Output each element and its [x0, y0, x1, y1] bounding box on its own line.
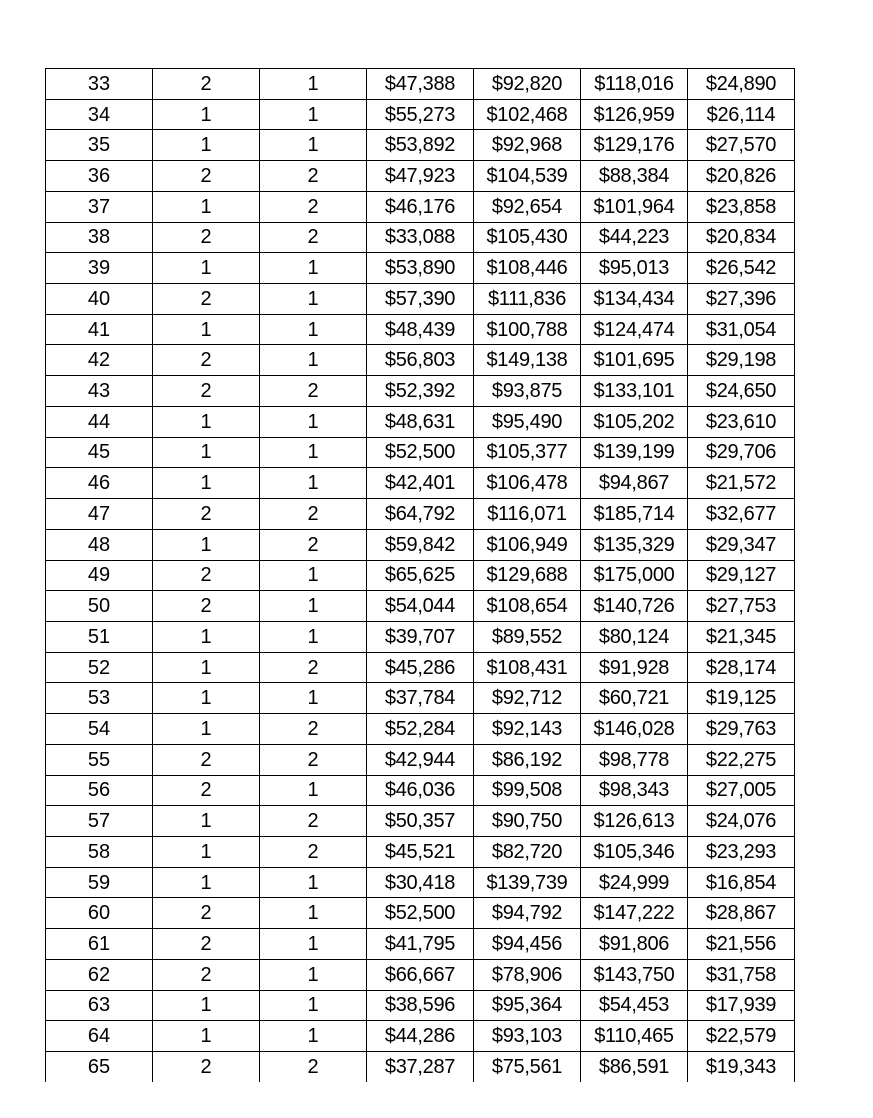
col6-cell: $24,999 [581, 867, 688, 898]
col4-cell: $59,842 [367, 529, 474, 560]
col6-cell: $88,384 [581, 161, 688, 192]
col7-cell: $21,556 [688, 929, 795, 960]
row-id-cell: 41 [46, 314, 153, 345]
col7-cell: $19,125 [688, 683, 795, 714]
col7-cell: $27,396 [688, 284, 795, 315]
col4-cell: $52,500 [367, 898, 474, 929]
col3-cell: 1 [260, 314, 367, 345]
col6-cell: $60,721 [581, 683, 688, 714]
row-id-cell: 33 [46, 69, 153, 100]
col2-cell: 2 [153, 744, 260, 775]
col6-cell: $175,000 [581, 560, 688, 591]
col4-cell: $54,044 [367, 591, 474, 622]
table-row [46, 990, 795, 1021]
col3-cell: 1 [260, 437, 367, 468]
col2-cell: 1 [153, 990, 260, 1021]
table-row [46, 499, 795, 530]
col2-cell: 2 [153, 69, 260, 100]
table-row [46, 161, 795, 192]
row-id-cell: 48 [46, 529, 153, 560]
col5-cell: $129,688 [474, 560, 581, 591]
col7-cell: $24,890 [688, 69, 795, 100]
col7-cell: $21,345 [688, 621, 795, 652]
col3-cell: 1 [260, 621, 367, 652]
col5-cell: $102,468 [474, 99, 581, 130]
col5-cell: $108,431 [474, 652, 581, 683]
col4-cell: $42,944 [367, 744, 474, 775]
col4-cell: $47,923 [367, 161, 474, 192]
col2-cell: 2 [153, 560, 260, 591]
col2-cell: 1 [153, 99, 260, 130]
col6-cell: $133,101 [581, 376, 688, 407]
col7-cell: $22,275 [688, 744, 795, 775]
row-id-cell: 44 [46, 406, 153, 437]
col3-cell: 1 [260, 69, 367, 100]
table-row [46, 99, 795, 130]
col3-cell: 2 [260, 714, 367, 745]
col2-cell: 2 [153, 222, 260, 253]
col2-cell: 2 [153, 161, 260, 192]
col6-cell: $146,028 [581, 714, 688, 745]
col4-cell: $50,357 [367, 806, 474, 837]
col3-cell: 2 [260, 376, 367, 407]
col3-cell: 1 [260, 468, 367, 499]
table-row [46, 1021, 795, 1052]
col6-cell: $110,465 [581, 1021, 688, 1052]
col5-cell: $92,712 [474, 683, 581, 714]
col5-cell: $94,792 [474, 898, 581, 929]
col2-cell: 2 [153, 775, 260, 806]
table-row [46, 69, 795, 100]
row-id-cell: 64 [46, 1021, 153, 1052]
row-id-cell: 39 [46, 253, 153, 284]
row-id-cell: 56 [46, 775, 153, 806]
col2-cell: 1 [153, 468, 260, 499]
col3-cell: 1 [260, 99, 367, 130]
col5-cell: $93,103 [474, 1021, 581, 1052]
data-table [45, 68, 795, 1082]
col6-cell: $147,222 [581, 898, 688, 929]
col6-cell: $101,964 [581, 191, 688, 222]
col5-cell: $104,539 [474, 161, 581, 192]
table-row [46, 652, 795, 683]
table-row [46, 314, 795, 345]
row-id-cell: 54 [46, 714, 153, 745]
col7-cell: $23,610 [688, 406, 795, 437]
col7-cell: $23,293 [688, 836, 795, 867]
col7-cell: $21,572 [688, 468, 795, 499]
col3-cell: 1 [260, 898, 367, 929]
col3-cell: 1 [260, 775, 367, 806]
col6-cell: $134,434 [581, 284, 688, 315]
col7-cell: $17,939 [688, 990, 795, 1021]
col4-cell: $53,892 [367, 130, 474, 161]
col7-cell: $28,174 [688, 652, 795, 683]
col2-cell: 1 [153, 867, 260, 898]
col4-cell: $56,803 [367, 345, 474, 376]
col6-cell: $118,016 [581, 69, 688, 100]
col4-cell: $48,439 [367, 314, 474, 345]
col6-cell: $95,013 [581, 253, 688, 284]
col7-cell: $22,579 [688, 1021, 795, 1052]
row-id-cell: 59 [46, 867, 153, 898]
col3-cell: 1 [260, 345, 367, 376]
col5-cell: $105,430 [474, 222, 581, 253]
col6-cell: $44,223 [581, 222, 688, 253]
col3-cell: 1 [260, 560, 367, 591]
col7-cell: $16,854 [688, 867, 795, 898]
table-row [46, 621, 795, 652]
col2-cell: 1 [153, 191, 260, 222]
col6-cell: $140,726 [581, 591, 688, 622]
col2-cell: 2 [153, 591, 260, 622]
table-row [46, 437, 795, 468]
table-row [46, 683, 795, 714]
col2-cell: 2 [153, 376, 260, 407]
col3-cell: 1 [260, 591, 367, 622]
col4-cell: $39,707 [367, 621, 474, 652]
col5-cell: $111,836 [474, 284, 581, 315]
col4-cell: $46,176 [367, 191, 474, 222]
col4-cell: $38,596 [367, 990, 474, 1021]
table-row [46, 130, 795, 161]
col4-cell: $41,795 [367, 929, 474, 960]
row-id-cell: 62 [46, 959, 153, 990]
table-row [46, 714, 795, 745]
col7-cell: $27,753 [688, 591, 795, 622]
row-id-cell: 55 [46, 744, 153, 775]
col3-cell: 1 [260, 1021, 367, 1052]
table-row [46, 191, 795, 222]
col6-cell: $91,928 [581, 652, 688, 683]
col4-cell: $45,286 [367, 652, 474, 683]
col2-cell: 2 [153, 929, 260, 960]
col4-cell: $52,500 [367, 437, 474, 468]
col5-cell: $78,906 [474, 959, 581, 990]
col4-cell: $65,625 [367, 560, 474, 591]
col3-cell: 2 [260, 161, 367, 192]
col6-cell: $139,199 [581, 437, 688, 468]
col2-cell: 2 [153, 898, 260, 929]
col5-cell: $90,750 [474, 806, 581, 837]
col4-cell: $55,273 [367, 99, 474, 130]
col2-cell: 2 [153, 345, 260, 376]
col6-cell: $124,474 [581, 314, 688, 345]
col4-cell: $66,667 [367, 959, 474, 990]
col6-cell: $91,806 [581, 929, 688, 960]
table-row [46, 898, 795, 929]
col5-cell: $86,192 [474, 744, 581, 775]
table-row [46, 222, 795, 253]
col7-cell: $29,763 [688, 714, 795, 745]
row-id-cell: 34 [46, 99, 153, 130]
col5-cell: $89,552 [474, 621, 581, 652]
col7-cell: $27,005 [688, 775, 795, 806]
table-row [46, 806, 795, 837]
col7-cell: $28,867 [688, 898, 795, 929]
col7-cell: $29,198 [688, 345, 795, 376]
col4-cell: $44,286 [367, 1021, 474, 1052]
col2-cell: 1 [153, 1021, 260, 1052]
row-id-cell: 58 [46, 836, 153, 867]
row-id-cell: 57 [46, 806, 153, 837]
col5-cell: $100,788 [474, 314, 581, 345]
col5-cell: $99,508 [474, 775, 581, 806]
col6-cell: $86,591 [581, 1052, 688, 1082]
row-id-cell: 47 [46, 499, 153, 530]
col7-cell: $20,826 [688, 161, 795, 192]
col2-cell: 1 [153, 406, 260, 437]
col6-cell: $98,343 [581, 775, 688, 806]
col6-cell: $105,346 [581, 836, 688, 867]
col7-cell: $31,054 [688, 314, 795, 345]
table-row [46, 284, 795, 315]
col3-cell: 1 [260, 990, 367, 1021]
col3-cell: 2 [260, 806, 367, 837]
col5-cell: $149,138 [474, 345, 581, 376]
row-id-cell: 46 [46, 468, 153, 499]
col3-cell: 1 [260, 683, 367, 714]
col5-cell: $116,071 [474, 499, 581, 530]
col5-cell: $92,968 [474, 130, 581, 161]
col4-cell: $45,521 [367, 836, 474, 867]
col5-cell: $139,739 [474, 867, 581, 898]
col2-cell: 1 [153, 253, 260, 284]
col2-cell: 1 [153, 437, 260, 468]
col4-cell: $47,388 [367, 69, 474, 100]
row-id-cell: 42 [46, 345, 153, 376]
col6-cell: $94,867 [581, 468, 688, 499]
col2-cell: 2 [153, 284, 260, 315]
table-row [46, 253, 795, 284]
col7-cell: $31,758 [688, 959, 795, 990]
col4-cell: $37,287 [367, 1052, 474, 1082]
col7-cell: $26,114 [688, 99, 795, 130]
col7-cell: $29,127 [688, 560, 795, 591]
col2-cell: 1 [153, 714, 260, 745]
row-id-cell: 61 [46, 929, 153, 960]
row-id-cell: 40 [46, 284, 153, 315]
col2-cell: 1 [153, 683, 260, 714]
col3-cell: 2 [260, 191, 367, 222]
col6-cell: $129,176 [581, 130, 688, 161]
table-row [46, 468, 795, 499]
row-id-cell: 43 [46, 376, 153, 407]
col7-cell: $19,343 [688, 1052, 795, 1082]
col4-cell: $48,631 [367, 406, 474, 437]
col5-cell: $92,820 [474, 69, 581, 100]
table-row [46, 744, 795, 775]
table-row [46, 376, 795, 407]
col3-cell: 1 [260, 959, 367, 990]
table-row [46, 775, 795, 806]
col2-cell: 1 [153, 652, 260, 683]
col2-cell: 1 [153, 836, 260, 867]
row-id-cell: 50 [46, 591, 153, 622]
col3-cell: 2 [260, 652, 367, 683]
col4-cell: $52,284 [367, 714, 474, 745]
col3-cell: 2 [260, 499, 367, 530]
col3-cell: 1 [260, 867, 367, 898]
table-row [46, 929, 795, 960]
col3-cell: 1 [260, 284, 367, 315]
col6-cell: $54,453 [581, 990, 688, 1021]
row-id-cell: 63 [46, 990, 153, 1021]
col5-cell: $108,446 [474, 253, 581, 284]
row-id-cell: 51 [46, 621, 153, 652]
col3-cell: 1 [260, 253, 367, 284]
col5-cell: $92,143 [474, 714, 581, 745]
col2-cell: 2 [153, 959, 260, 990]
col7-cell: $24,076 [688, 806, 795, 837]
col6-cell: $126,613 [581, 806, 688, 837]
col3-cell: 2 [260, 836, 367, 867]
row-id-cell: 52 [46, 652, 153, 683]
col5-cell: $106,949 [474, 529, 581, 560]
col5-cell: $95,490 [474, 406, 581, 437]
col5-cell: $94,456 [474, 929, 581, 960]
col5-cell: $105,377 [474, 437, 581, 468]
row-id-cell: 35 [46, 130, 153, 161]
col5-cell: $95,364 [474, 990, 581, 1021]
col4-cell: $64,792 [367, 499, 474, 530]
table-row [46, 591, 795, 622]
table-row [46, 560, 795, 591]
table-row [46, 529, 795, 560]
row-id-cell: 45 [46, 437, 153, 468]
col5-cell: $82,720 [474, 836, 581, 867]
col3-cell: 1 [260, 929, 367, 960]
col5-cell: $106,478 [474, 468, 581, 499]
col6-cell: $80,124 [581, 621, 688, 652]
row-id-cell: 37 [46, 191, 153, 222]
table-row [46, 345, 795, 376]
row-id-cell: 36 [46, 161, 153, 192]
col5-cell: $75,561 [474, 1052, 581, 1082]
col3-cell: 2 [260, 222, 367, 253]
col6-cell: $98,778 [581, 744, 688, 775]
table-row [46, 867, 795, 898]
col2-cell: 2 [153, 499, 260, 530]
table-body [46, 69, 795, 1082]
col2-cell: 2 [153, 1052, 260, 1082]
table-row [46, 836, 795, 867]
col3-cell: 2 [260, 529, 367, 560]
col3-cell: 1 [260, 130, 367, 161]
table-row [46, 406, 795, 437]
col7-cell: $27,570 [688, 130, 795, 161]
col2-cell: 1 [153, 130, 260, 161]
col3-cell: 2 [260, 1052, 367, 1082]
col5-cell: $92,654 [474, 191, 581, 222]
col7-cell: $29,347 [688, 529, 795, 560]
table-row [46, 1052, 795, 1082]
col4-cell: $33,088 [367, 222, 474, 253]
col3-cell: 2 [260, 744, 367, 775]
col2-cell: 1 [153, 621, 260, 652]
row-id-cell: 49 [46, 560, 153, 591]
col4-cell: $53,890 [367, 253, 474, 284]
col2-cell: 1 [153, 806, 260, 837]
col7-cell: $32,677 [688, 499, 795, 530]
col4-cell: $42,401 [367, 468, 474, 499]
col5-cell: $108,654 [474, 591, 581, 622]
col6-cell: $185,714 [581, 499, 688, 530]
col7-cell: $29,706 [688, 437, 795, 468]
col4-cell: $30,418 [367, 867, 474, 898]
col2-cell: 1 [153, 529, 260, 560]
col5-cell: $93,875 [474, 376, 581, 407]
col7-cell: $20,834 [688, 222, 795, 253]
col6-cell: $105,202 [581, 406, 688, 437]
col7-cell: $26,542 [688, 253, 795, 284]
col3-cell: 1 [260, 406, 367, 437]
col2-cell: 1 [153, 314, 260, 345]
col4-cell: $57,390 [367, 284, 474, 315]
col4-cell: $46,036 [367, 775, 474, 806]
row-id-cell: 38 [46, 222, 153, 253]
row-id-cell: 60 [46, 898, 153, 929]
row-id-cell: 53 [46, 683, 153, 714]
col6-cell: $143,750 [581, 959, 688, 990]
col7-cell: $24,650 [688, 376, 795, 407]
col4-cell: $52,392 [367, 376, 474, 407]
col4-cell: $37,784 [367, 683, 474, 714]
col6-cell: $135,329 [581, 529, 688, 560]
table-row [46, 959, 795, 990]
col6-cell: $101,695 [581, 345, 688, 376]
row-id-cell: 65 [46, 1052, 153, 1082]
col6-cell: $126,959 [581, 99, 688, 130]
col7-cell: $23,858 [688, 191, 795, 222]
